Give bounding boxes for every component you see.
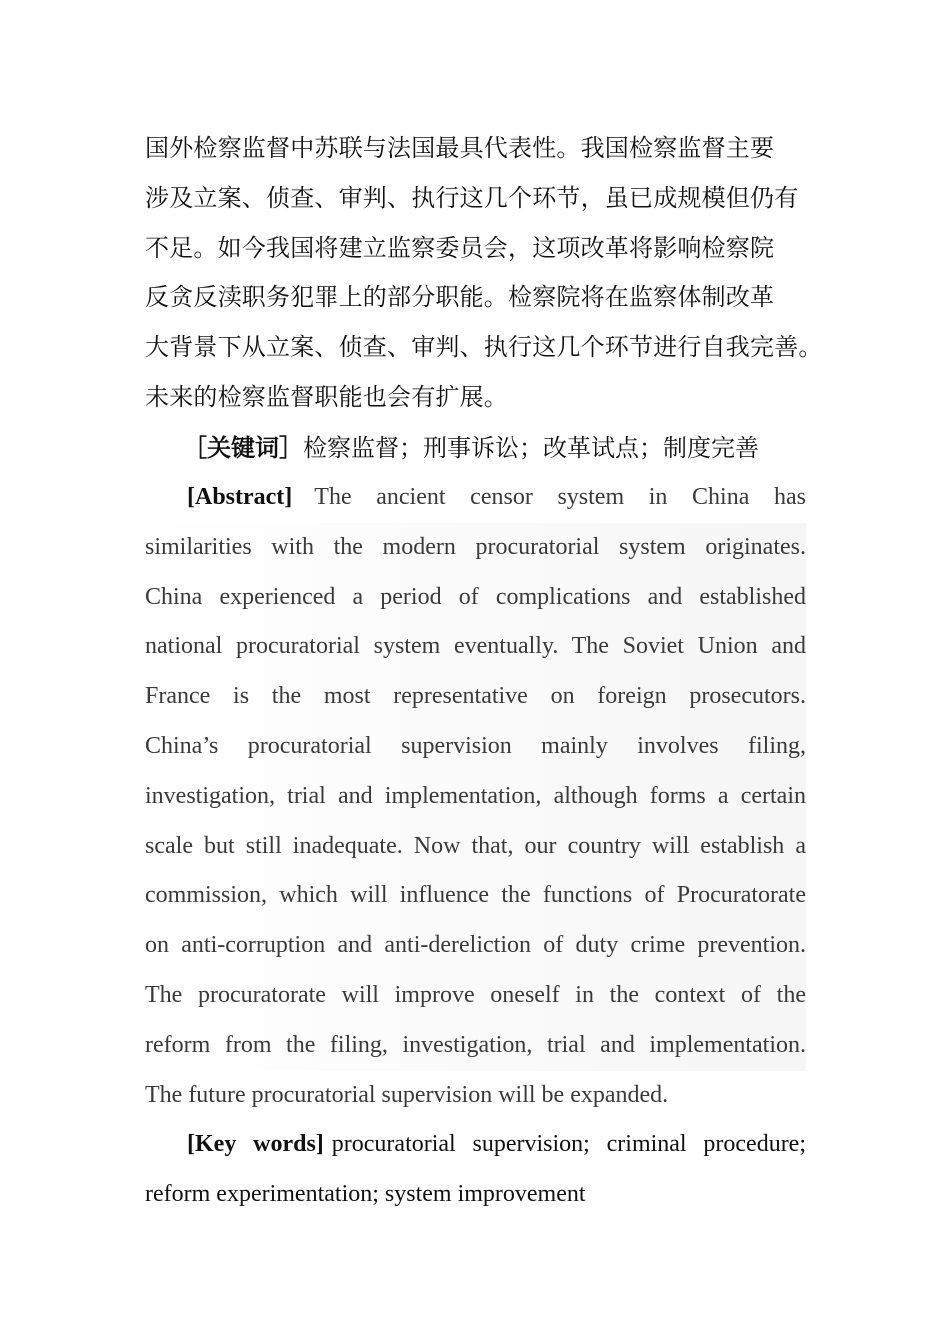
chinese-abstract-line: 未来的检察监督职能也会有扩展。 — [145, 382, 508, 411]
english-abstract-line: China experienced a period of complications and established — [145, 573, 806, 623]
chinese-abstract-body — [145, 124, 823, 423]
english-abstract-first-line — [145, 473, 806, 523]
chinese-abstract-line: 国外检察监督中苏联与法国最具代表性。我国检察监督主要 — [145, 134, 775, 162]
english-keywords-first-text: procuratorial supervision; criminal procedure; — [331, 1131, 807, 1157]
english-abstract-line: France is the most representative on foreign prosecutors. — [145, 672, 806, 722]
english-abstract-line: investigation, trial and implementation, although forms a certain — [145, 772, 806, 822]
english-abstract-line: commission, which will influence the functions of Procuratorate — [145, 871, 806, 921]
english-abstract-line: reform from the filing, investigation, trial and implementation. — [145, 1021, 806, 1071]
chinese-keywords-text: 检察监督；刑事诉讼；改革试点；制度完善 — [303, 434, 759, 462]
english-abstract-line: on anti-corruption and anti-dereliction of duty crime prevention. — [145, 921, 806, 971]
chinese-abstract-line: 不足。如今我国将建立监察委员会，这项改革将影响检察院 — [145, 233, 775, 262]
english-abstract-line: China’s procuratorial supervision mainly involves filing, — [145, 722, 806, 772]
english-abstract — [145, 473, 806, 1120]
chinese-keywords-label: ［关键词］ — [183, 433, 303, 462]
english-keywords-first-line — [145, 1120, 806, 1170]
english-abstract-line: The procuratorate will improve oneself in the context of the — [145, 971, 806, 1021]
english-abstract-last-line: The future procuratorial supervision will be expanded. — [145, 1081, 669, 1108]
chinese-keywords — [145, 423, 844, 474]
english-abstract-first-text: The ancient censor system in China has — [314, 484, 806, 510]
chinese-abstract-line: 反贪反渎职务犯罪上的部分职能。检察院将在监察体制改革 — [145, 283, 775, 312]
english-abstract-line: scale but still inadequate. Now that, our country will establish a — [145, 822, 806, 872]
english-abstract-line: national procuratorial system eventually. The Soviet Union and — [145, 622, 806, 672]
chinese-abstract-line: 大背景下从立案、侦查、审判、执行这几个环节进行自我完善。 — [145, 333, 823, 362]
chinese-abstract-line: 涉及立案、侦查、审判、执行这几个环节，虽已成规模但仍有 — [145, 183, 799, 212]
english-abstract-label: [Abstract] — [187, 484, 293, 510]
english-keywords-label: [Key words] — [187, 1131, 324, 1157]
english-abstract-line: similarities with the modern procuratorial system originates. — [145, 523, 806, 573]
english-keywords — [145, 1120, 806, 1220]
english-keywords-second-line: reform experimentation; system improvement — [145, 1180, 586, 1207]
